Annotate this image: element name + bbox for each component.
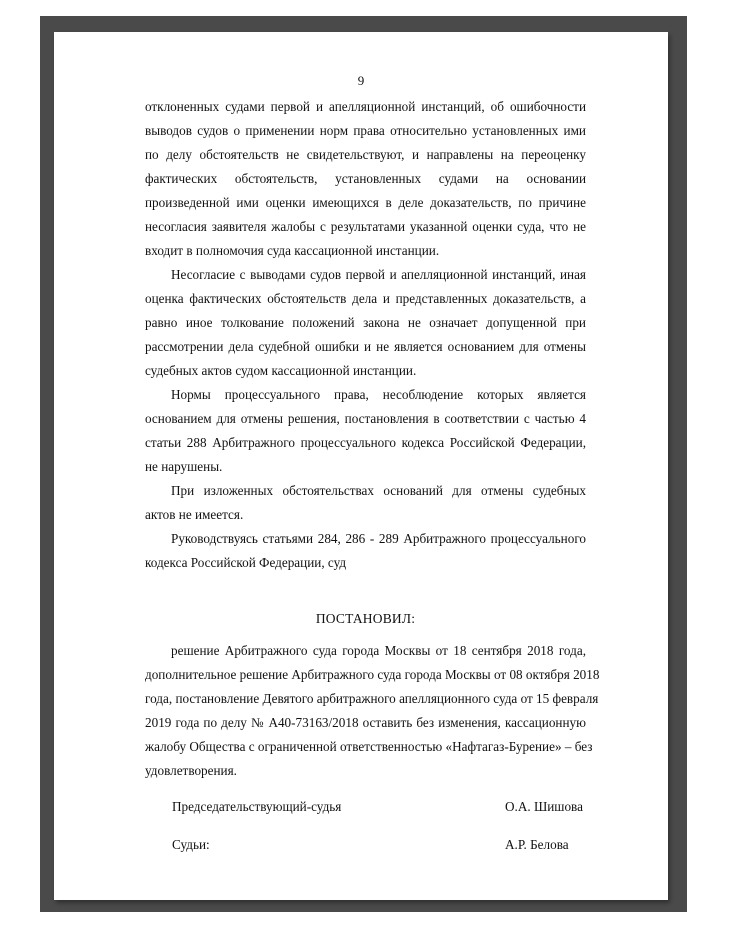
paragraph-continuation: [145, 95, 586, 263]
text-line: актов не имеется.: [145, 507, 244, 522]
text-line: рассмотрении дела судебной ошибки и не является основанием для отмены: [145, 339, 586, 354]
text-line: дополнительное решение Арбитражного суда города Москвы от 08 октября 2018: [145, 667, 600, 682]
text-line: судебных актов судом кассационной инстанции.: [145, 363, 417, 378]
signature-role: Председательствующий-судья: [172, 799, 342, 814]
text-line: оценка фактических обстоятельств дела и представленных доказательств, а: [145, 291, 586, 306]
text-line: входит в полномочия суда кассационной инстанции.: [145, 243, 440, 258]
text-line: отклоненных судами первой и апелляционной инстанций, об ошибочности: [145, 99, 586, 114]
signature-name: А.Р. Белова: [505, 837, 569, 852]
document-page: [54, 32, 668, 900]
text-line: Несогласие с выводами судов первой и апелляционной инстанций, иная: [171, 267, 586, 282]
text-line: жалобу Общества с ограниченной ответственностью «Нафтагаз-Бурение» – без: [145, 739, 593, 754]
text-line: не нарушены.: [145, 459, 223, 474]
text-line: выводов судов о применении норм права относительно установленных ими: [145, 123, 586, 138]
text-line: статьи 288 Арбитражного процессуального кодекса Российской Федерации,: [145, 435, 586, 450]
text-line: года, постановление Девятого арбитражного апелляционного суда от 15 февраля: [145, 691, 599, 706]
text-line: несогласия заявителя жалобы с результатами указанной оценки суда, что не: [145, 219, 586, 234]
text-line: по делу обстоятельств не свидетельствуют, и направлены на переоценку: [145, 147, 586, 162]
text-line: кодекса Российской Федерации, суд: [145, 555, 347, 570]
signature-presiding-judge: [145, 795, 586, 819]
paragraph-disagreement: [145, 263, 586, 383]
signature-role: Судьи:: [172, 837, 210, 852]
paragraph-guided-by: [145, 527, 586, 575]
text-line: основанием для отмены решения, постановления в соответствии с частью 4: [145, 411, 586, 426]
document-body: [145, 95, 600, 857]
signature-name: О.А. Шишова: [505, 799, 583, 814]
page-number: 9: [357, 73, 365, 88]
text-line: удовлетворения.: [145, 763, 237, 778]
text-line: Нормы процессуального права, несоблюдение которых является: [171, 387, 586, 402]
text-line: фактических обстоятельств, установленных судами на основании: [145, 171, 586, 186]
text-line: произведенной ими оценки имеющихся в деле доказательств, по причине: [145, 195, 586, 210]
resolution-heading: ПОСТАНОВИЛ:: [315, 611, 416, 626]
paragraph-no-grounds: [145, 479, 586, 527]
text-line: решение Арбитражного суда города Москвы от 18 сентября 2018 года,: [171, 643, 586, 658]
signature-judges: [145, 833, 586, 857]
text-line: 2019 года по делу № А40-73163/2018 оставить без изменения, кассационную: [145, 715, 586, 730]
text-line: равно иное толкование положений закона не означает допущенной при: [145, 315, 586, 330]
text-line: При изложенных обстоятельствах оснований для отмены судебных: [171, 483, 586, 498]
paragraph-procedural-norms: [145, 383, 586, 479]
text-line: Руководствуясь статьями 284, 286 - 289 Арбитражного процессуального: [171, 531, 586, 546]
ruling-paragraph: [145, 639, 600, 783]
